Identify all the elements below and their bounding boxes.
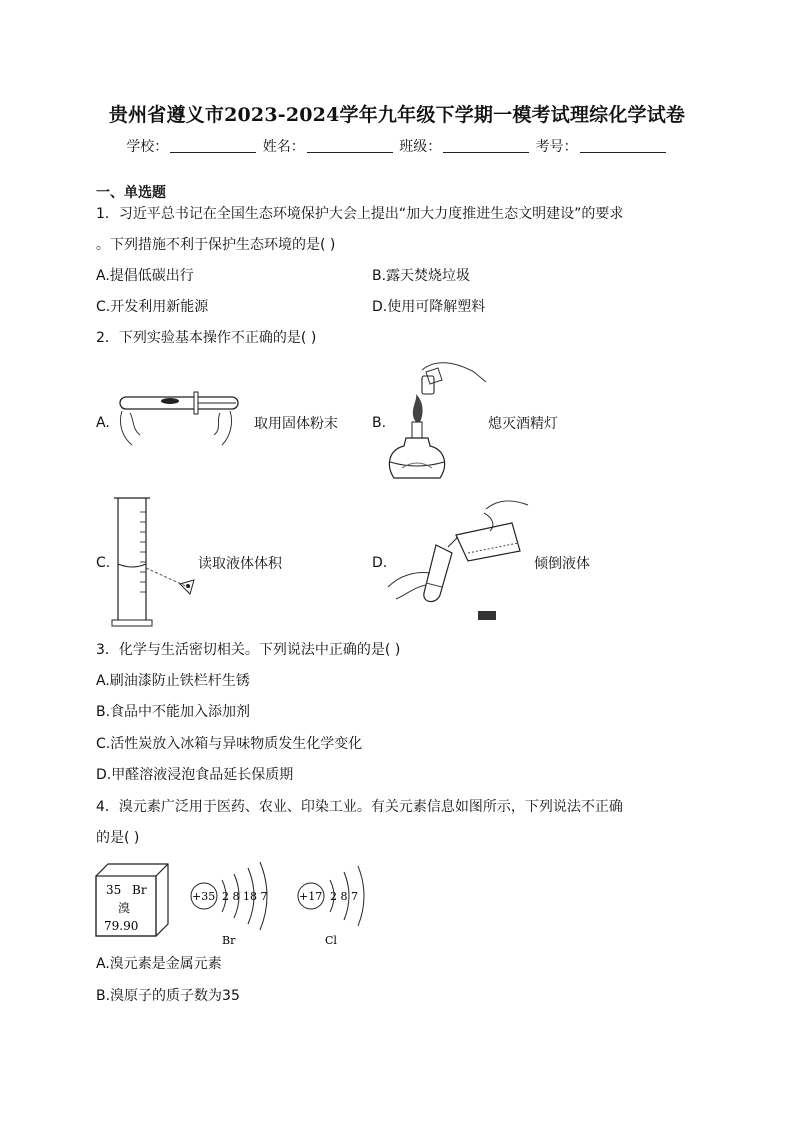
br-electron-shells: 2 8 18 7 — [222, 890, 268, 903]
q2-option-c-caption: 读取液体体积 — [198, 556, 282, 572]
cl-electron-shells: 2 8 7 — [330, 890, 358, 903]
q4-option-a: A.溴元素是金属元素 — [96, 956, 222, 972]
alcohol-lamp-illustration — [382, 358, 492, 486]
q3-option-d: D.甲醛溶液浸泡食品延长保质期 — [96, 767, 294, 783]
cl-nucleus-charge: +17 — [299, 890, 323, 903]
q2-option-a-letter: A. — [96, 415, 110, 431]
cl-atom-structure — [298, 866, 364, 947]
q1-option-c: C.开发利用新能源 — [96, 299, 209, 315]
test-tube-powder-illustration — [112, 385, 252, 451]
number-label: 考号： — [535, 139, 578, 155]
q2-option-d-caption: 倾倒液体 — [534, 556, 590, 572]
pouring-liquid-illustration — [386, 495, 534, 627]
name-blank[interactable] — [307, 138, 393, 153]
graduated-cylinder-illustration — [110, 492, 206, 628]
q3-stem: 3．化学与生活密切相关。下列说法中正确的是( ) — [96, 642, 401, 658]
element-mass: 79.90 — [104, 919, 139, 933]
student-info-line — [0, 136, 794, 156]
class-label: 班级： — [399, 139, 442, 155]
q2-option-a-caption: 取用固体粉末 — [254, 416, 338, 432]
q3-option-c: C.活性炭放入冰箱与异味物质发生化学变化 — [96, 736, 363, 752]
q3-option-a: A.刷油漆防止铁栏杆生锈 — [96, 673, 250, 689]
q3-option-b: B.食品中不能加入添加剂 — [96, 704, 251, 720]
section-heading: 一、单选题 — [96, 185, 166, 201]
element-symbol: Br — [132, 883, 147, 897]
q1-stem-line2: 。下列措施不利于保护生态环境的是( ) — [96, 237, 336, 253]
q2-stem: 2．下列实验基本操作不正确的是( ) — [96, 330, 317, 346]
q1-option-a: A.提倡低碳出行 — [96, 268, 194, 284]
q4-stem-line1: 4．溴元素广泛用于医药、农业、印染工业。有关元素信息如图所示，下列说法不正确 — [96, 799, 623, 815]
q1-stem-line1: 1．习近平总书记在全国生态环境保护大会上提出“加大力度推进生态文明建设”的要求 — [96, 206, 624, 222]
name-label: 姓名： — [262, 139, 305, 155]
q1-option-b: B.露天焚烧垃圾 — [372, 268, 471, 284]
q2-option-b-letter: B. — [372, 415, 387, 431]
element-number: 35 — [106, 883, 122, 897]
class-blank[interactable] — [443, 138, 529, 153]
br-label: Br — [222, 934, 236, 947]
q2-option-b-caption: 熄灭酒精灯 — [488, 416, 558, 432]
q1-option-d: D.使用可降解塑料 — [372, 299, 486, 315]
br-atom-structure — [191, 862, 267, 947]
school-label: 学校： — [126, 139, 169, 155]
school-blank[interactable] — [170, 138, 256, 153]
page-title: 贵州省遵义市2023-2024学年九年级下学期一模考试理综化学试卷 — [108, 104, 686, 126]
q4-option-b: B.溴原子的质子数为35 — [96, 988, 240, 1004]
q2-option-c-letter: C. — [96, 555, 111, 571]
q2-option-d-letter: D. — [372, 555, 388, 571]
q4-stem-line2: 的是( ) — [96, 830, 140, 846]
element-name: 溴 — [118, 901, 131, 915]
bromine-element-figure — [94, 856, 384, 948]
element-card — [96, 864, 168, 936]
cl-label: Cl — [325, 934, 337, 947]
number-blank[interactable] — [580, 138, 666, 153]
br-nucleus-charge: +35 — [192, 890, 216, 903]
